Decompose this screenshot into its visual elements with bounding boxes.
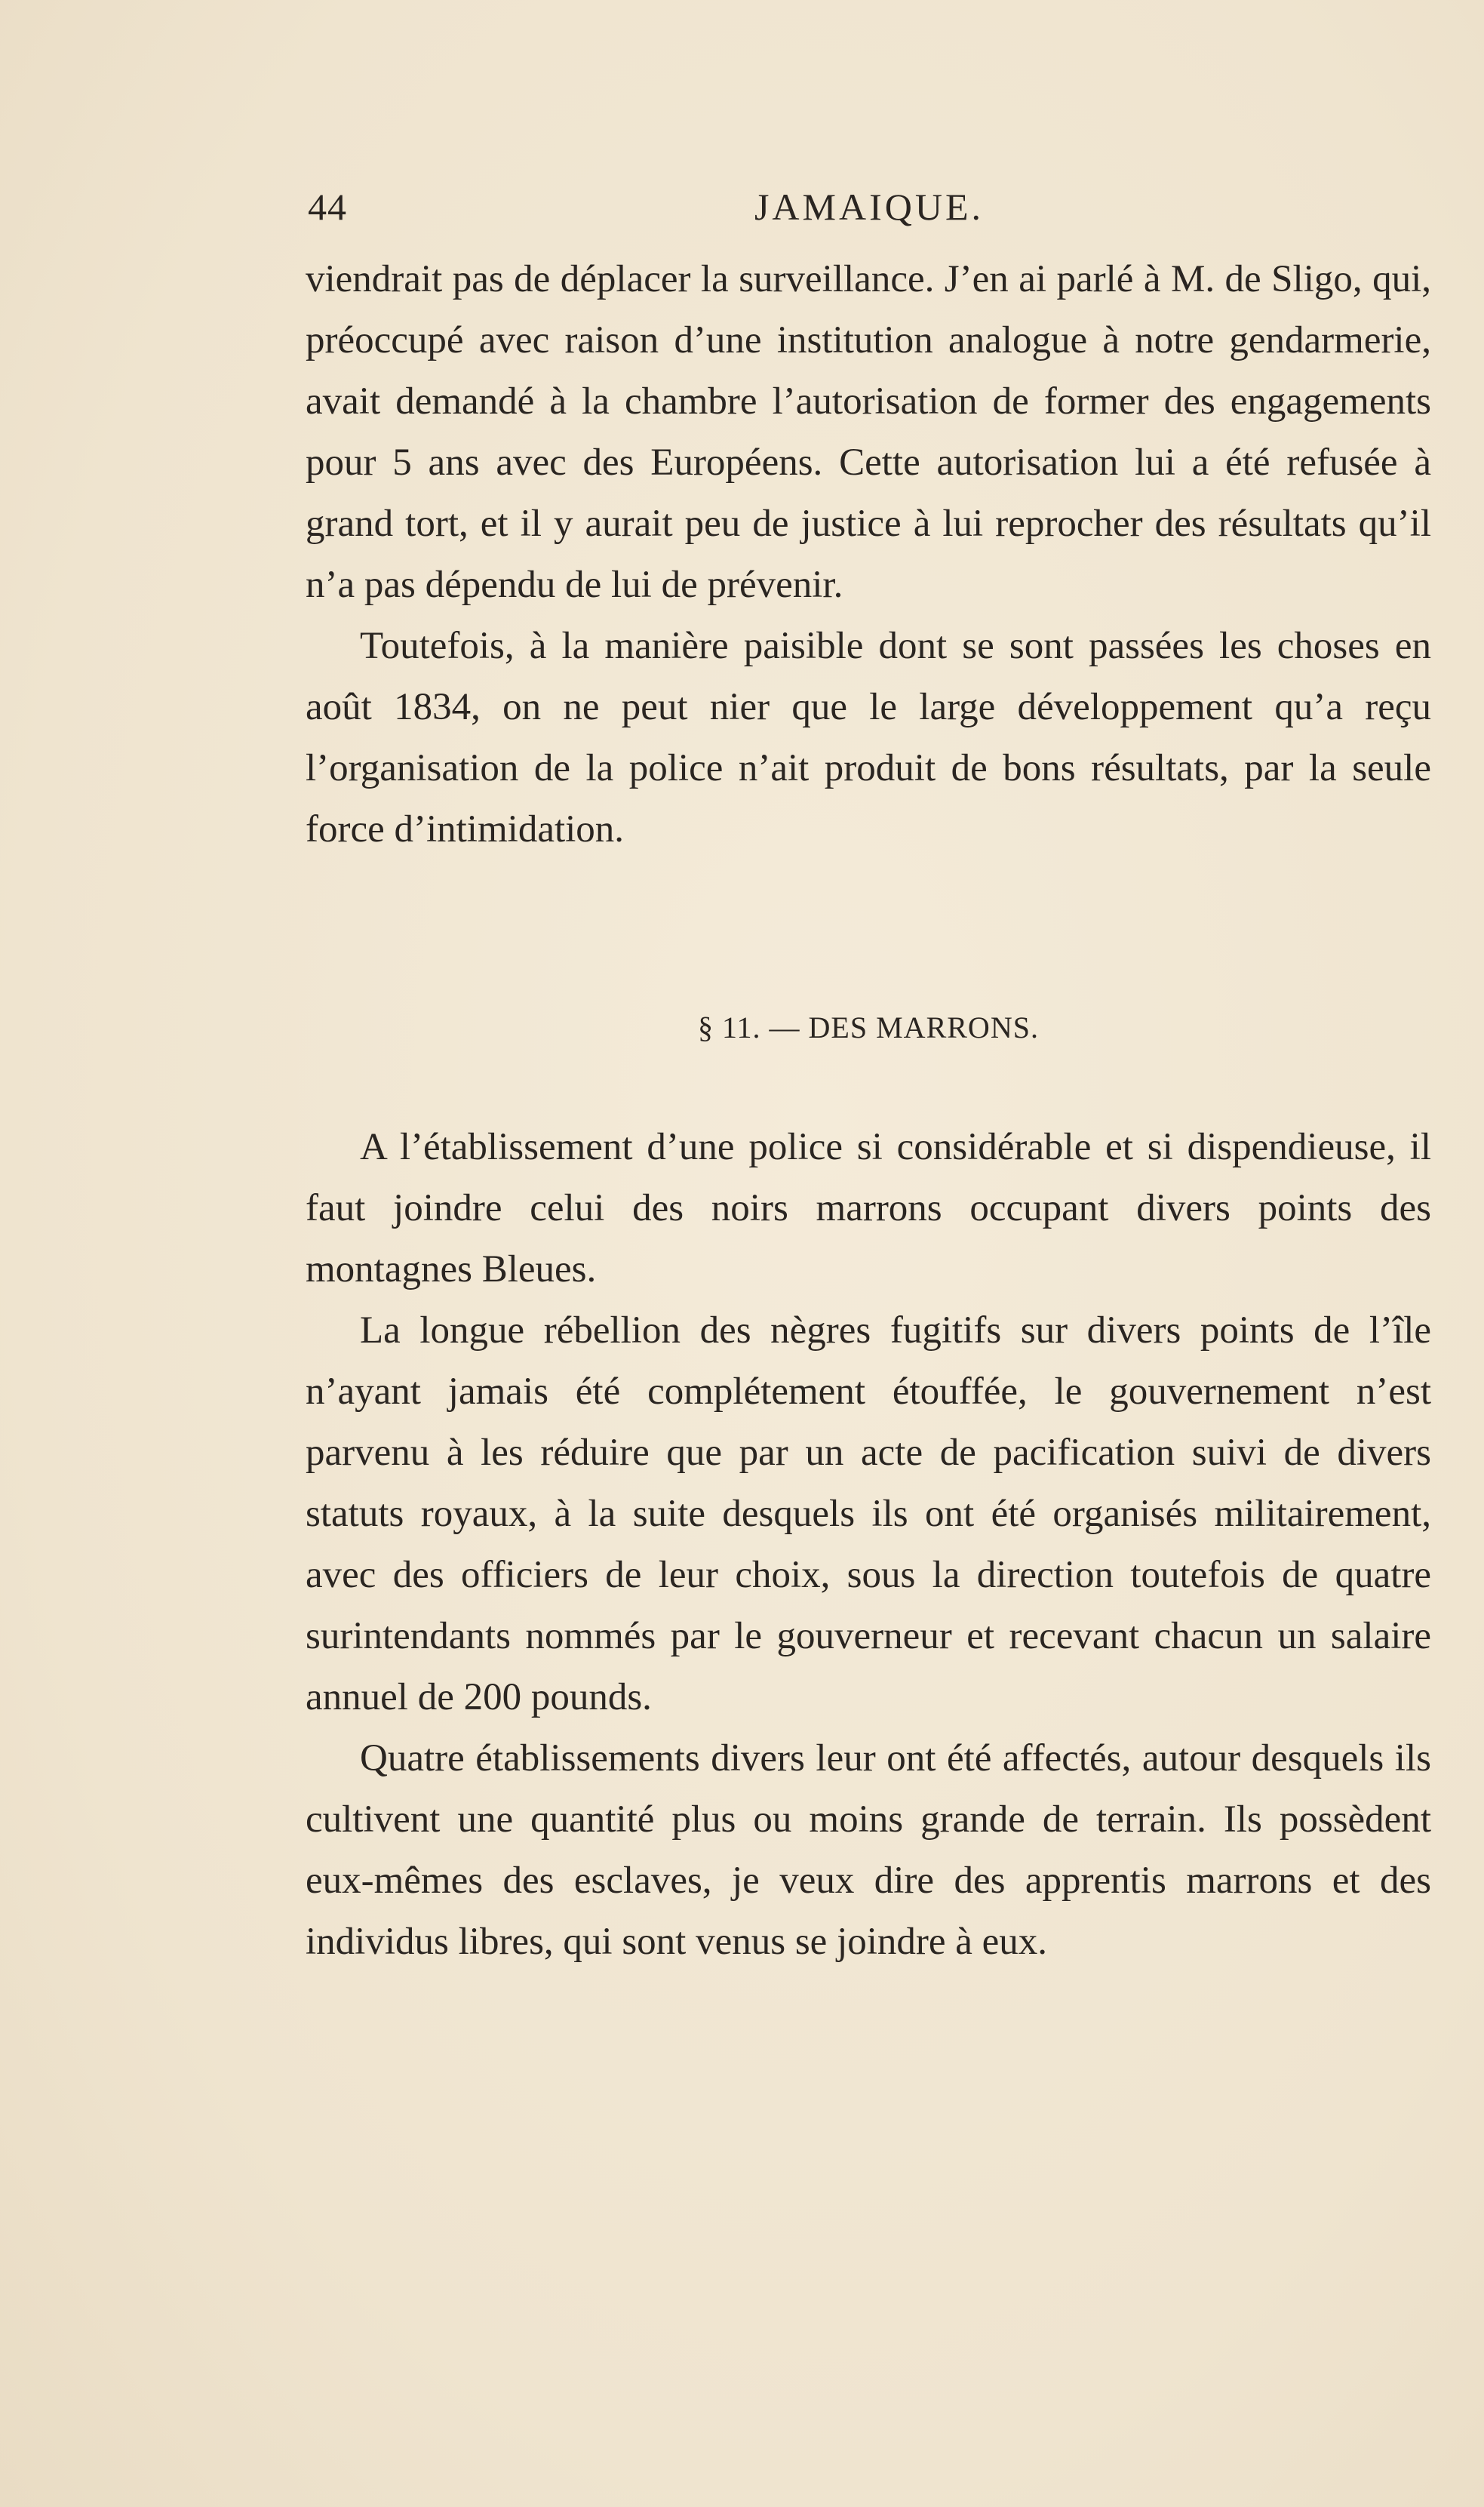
running-title: JAMAIQUE. xyxy=(754,186,985,228)
page-header xyxy=(308,185,1430,238)
paragraph: Quatre établissements divers leur ont été affectés, autour desquels ils cultivent une quantité plus ou moins grande de terrain. Ils possèdent eux-mêmes des esclaves, je veux dire des apprentis marrons et des individus libres, qui sont venus se joindre à eux. xyxy=(306,1737,1431,1963)
section-heading: § 11. — DES MARRONS. xyxy=(698,1010,1039,1044)
paragraph: Toutefois, à la manière paisible dont se sont passées les choses en août 1834, on ne peut nier que le large développement qu’a reçu l’organisation de la police n’ait produit de bons résultats, par la seule force d’intimidation. xyxy=(306,625,1431,851)
paragraph: A l’établissement d’une police si considérable et si dispendieuse, il faut joindre celui des noirs marrons occupant divers points des montagnes Bleues. xyxy=(306,1126,1431,1290)
paragraph-continuation: viendrait pas de déplacer la surveillance. J’en ai parlé à M. de Sligo, qui, préoccupé avec raison d’une institution analogue à notre gendarmerie, avait demandé à la chambre l’autorisation de former des engagements pour 5 ans avec des Européens. Cette autorisation lui a été refusée à grand tort, et il y aurait peu de justice à lui reprocher des résultats qu’il n’a pas dépendu de lui de prévenir. xyxy=(306,258,1431,606)
page-number: 44 xyxy=(308,186,347,228)
paragraph: La longue rébellion des nègres fugitifs sur divers points de l’île n’ayant jamais été complétement étouffée, le gouvernement n’est parvenu à les réduire que par un acte de pacification suivi de divers statuts royaux, à la suite desquels ils ont été organisés militairement, avec des officiers de leur choix, sous la direction toutefois de quatre surintendants nommés par le gouverneur et recevant chacun un salaire annuel de 200 pounds. xyxy=(306,1309,1431,1718)
text-block-upper xyxy=(306,249,1431,860)
text-block-lower xyxy=(306,1117,1431,1973)
